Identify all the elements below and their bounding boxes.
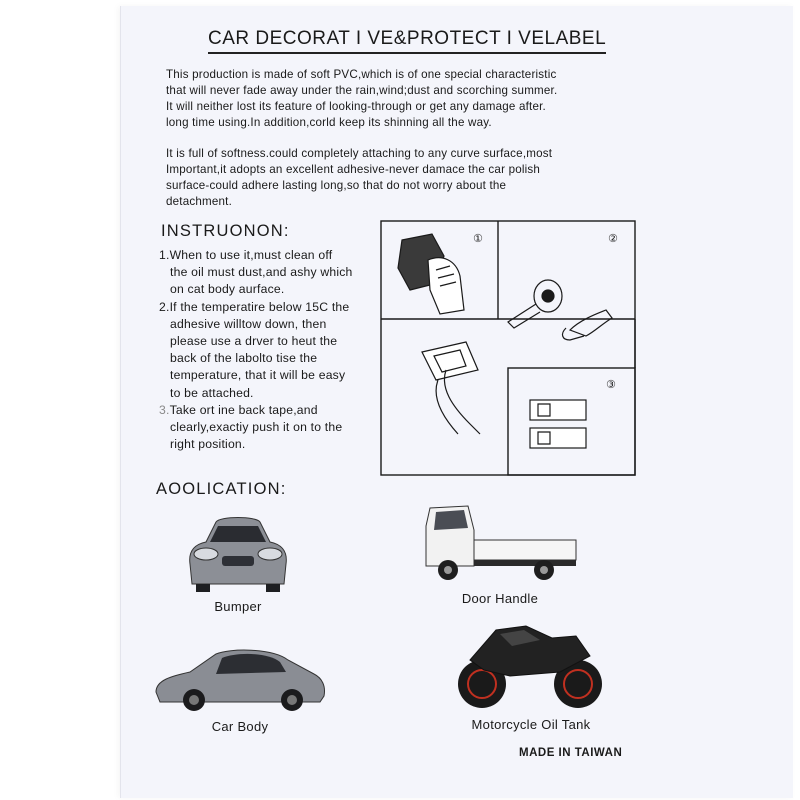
- instructions-heading: INSTRUONON:: [161, 222, 290, 240]
- step-line: right position.: [170, 437, 246, 452]
- application-door-handle: [420, 500, 580, 606]
- paragraph-line: surface-could adhere lasting long,so that do not worry about the: [166, 179, 507, 192]
- application-heading: AOOLICATION:: [156, 480, 287, 498]
- motorcycle-icon: [440, 612, 622, 712]
- made-in-label: MADE IN TAIWAN: [519, 747, 623, 759]
- application-motorcycle-oil-tank: [440, 612, 622, 732]
- application-bumper: [176, 504, 300, 614]
- step-line: to be attached.: [170, 385, 254, 400]
- cloth-wipe-icon: [398, 234, 464, 314]
- instruction-step-1: [159, 247, 389, 299]
- step-line: back of the labolto tise the: [170, 351, 318, 366]
- application-label: Door Handle: [461, 591, 539, 606]
- step-line: clearly,exactiy push it on to the: [170, 420, 343, 435]
- paragraph-line: It is full of softness.could completely attaching to any curve surface,most: [166, 147, 553, 160]
- paragraph-line: detachment.: [166, 195, 233, 208]
- document-title: CAR DECORAT I VE&PROTECT I VELABEL: [208, 28, 606, 54]
- diagram-panel-3: [508, 368, 635, 475]
- step-line: on cat body aurface.: [170, 282, 285, 297]
- step-line: 2.If the temperatire below 15C the: [159, 299, 350, 314]
- sports-car-icon: [150, 640, 330, 714]
- paragraph-line: It will neither lost its feature of looking-through or get any damage after.: [166, 100, 546, 113]
- diagram-marker-1: ①: [473, 233, 483, 245]
- diagram-marker-3: ③: [606, 379, 616, 391]
- instruction-steps: [159, 247, 389, 453]
- description-paragraph-2: [166, 146, 606, 210]
- paragraph-line: Important,it adopts an excellent adhesive-never damace the car polish: [166, 163, 541, 176]
- sedan-front-icon: [176, 504, 300, 594]
- step-line: temperature, that it will be easy: [170, 368, 346, 383]
- step-line: the oil must dust,and ashy which: [170, 265, 353, 280]
- instruction-step-2: [159, 299, 389, 402]
- step-line: adhesive willtow down, then: [170, 316, 327, 331]
- paragraph-line: that will never fade away under the rain,wind;dust and scorching summer.: [166, 84, 558, 97]
- application-label: Bumper: [214, 599, 262, 614]
- paragraph-line: This production is made of soft PVC,which is of one special characteristic: [166, 68, 557, 81]
- description-paragraph-1: [166, 67, 606, 131]
- step-line: please use a drver to heut the: [170, 334, 338, 349]
- instruction-step-3: [159, 402, 389, 454]
- instruction-diagram: [380, 220, 636, 476]
- label-peel-icon: [422, 342, 480, 434]
- application-label: Motorcycle Oil Tank: [471, 717, 591, 732]
- application-car-body: [150, 640, 330, 734]
- step-line: 3.Take ort ine back tape,and: [159, 402, 318, 417]
- diagram-marker-2: ②: [608, 233, 618, 245]
- paragraph-line: long time using.In addition,corld keep its shinning all the way.: [166, 116, 492, 129]
- truck-icon: [420, 500, 580, 586]
- step-line: 1.When to use it,must clean off: [159, 248, 333, 262]
- applied-labels-icon: [530, 400, 586, 448]
- application-label: Car Body: [211, 719, 269, 734]
- hair-dryer-icon: [508, 280, 612, 340]
